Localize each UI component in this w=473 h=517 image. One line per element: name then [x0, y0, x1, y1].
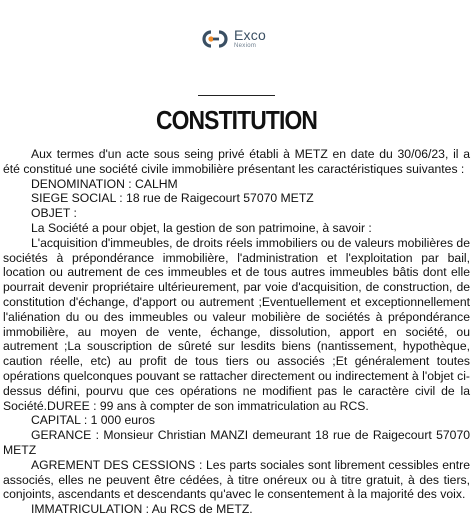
capital-line: CAPITAL : 1 000 euros — [31, 413, 155, 428]
intro-paragraph: Aux termes d'un acte sous seing privé établi à METZ en date du 30/06/23, il a été constitué une société civile immobilière présentant les caractéristiques suivantes : — [3, 147, 470, 176]
document-title: CONSTITUTION — [155, 105, 318, 135]
document-body — [3, 147, 470, 517]
objet-detail: L'acquisition d'immeubles, de droits réels immobiliers ou de valeurs mobilières de sociétés à prépondérance immobilière, l'administration et l'exploitation par bail, location ou autrement de ces immeubles et de tous autres immeubles bâtis dont elle pourrait devenir propriétaire ultérieurement, par voie d'acquisition, de construction, de constitution d'échange, d'apport ou autrement ;Eventuellement et exceptionnellement l'aliénation du ou des immeubles ou valeur mobilière de sociétés à prépondérance immobilière, au moyen de vente, échange, dissolution, apport en société, ou autrement ;La souscription de sûreté sur lesdits biens (nantissement, hypothèque, caution réelle, etc) au profit de tous tiers ou associés ;Et généralement toutes opérations quelconques pouvant se rattacher directement ou indirectement à l'objet ci-dessus défini, pourvu que ces opérations ne modifient pas le caractère civil de la Société.DUREE : 99 ans à compter de son immatriculation au RCS. — [3, 235, 470, 413]
title-divider — [198, 95, 275, 96]
objet-label: OBJET : — [31, 206, 77, 221]
immatriculation-line: IMMATRICULATION : Au RCS de METZ. — [31, 502, 253, 517]
logo-text — [234, 28, 266, 49]
siege-line: SIEGE SOCIAL : 18 rue de Raigecourt 57070 METZ — [31, 191, 314, 206]
objet-intro: La Société a pour objet, la gestion de son patrimoine, à savoir : — [31, 220, 372, 235]
logo-name: Exco — [234, 27, 266, 43]
denomination-line: DENOMINATION : CALHM — [31, 176, 178, 191]
agrement-paragraph: AGREMENT DES CESSIONS : Les parts sociales sont librement cessibles entre associés, elles ne peuvent être cédées, à titre onéreux ou à titre gratuit, à des tiers, conjoints, ascendants et descendants qu'avec le consentement à la majorité des voix. — [3, 457, 470, 502]
gerance-paragraph: GERANCE : Monsieur Christian MANZI demeurant 18 rue de Raigecourt 57070 METZ — [3, 428, 470, 457]
exco-logo-icon — [202, 30, 228, 48]
exco-logo — [202, 28, 266, 49]
logo-subname: Nexiom — [234, 43, 257, 49]
